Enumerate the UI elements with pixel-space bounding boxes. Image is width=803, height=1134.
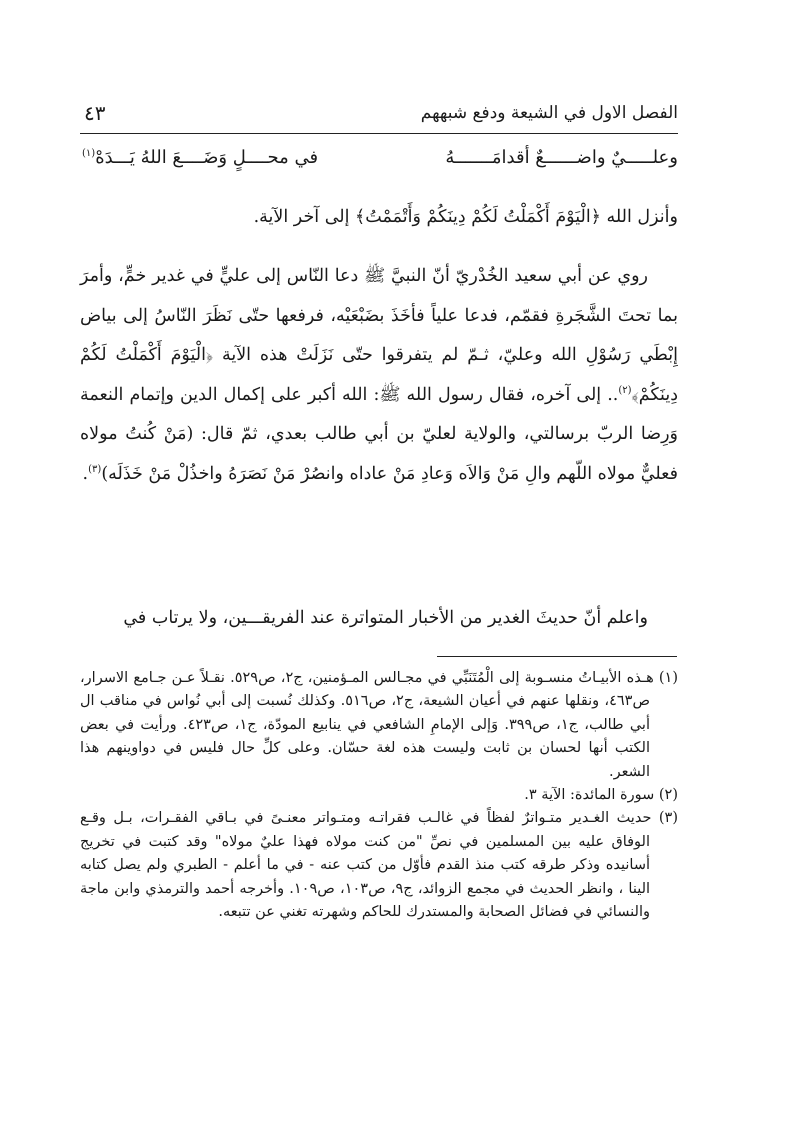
footnote-2: (٢) سورة المائدة: الآية ٣.: [524, 787, 678, 804]
verse-second-hemistich-text: في محــــلٍ وَضَــــعَ اللهُ يَـــدَهْ: [95, 147, 319, 168]
footnote-separator: [437, 656, 677, 657]
footnote-ref-3: (٣): [88, 463, 102, 475]
footnote-ref-1: (١): [82, 148, 96, 159]
final-paragraph-line: [80, 598, 678, 638]
footnote-ref-2: (٢): [618, 384, 632, 396]
verse-second-hemistich: [82, 143, 318, 173]
footnotes-section: [80, 667, 678, 924]
footnote-1: (١) هـذه الأبيـاتُ منسـوبة إلى الْمُتَنَبِّي في مجـالس المـؤمنين، ج٢، ص٥٢٩. نقـلاً عـن جـامع الاسرار، ص٤٦٣، ونقلها عنهم في أعيان الشيعة، ج٢، ص٥١٦. وكذلك نُسبت إلى أبي نُواس في مناقب ال أبي طالب، ج١، ص٣٩٩. وَإلى الإمامِ الشافعي في ينابيع المودّة، ج١، ص٤٢٣. ورأيت في بعض الكتب أنها لحسان بن ثابت وليست هذه لغة حسّان. وعلى كلِّ حال فليس في دواوينهم هذا الشعر.: [80, 670, 678, 780]
poem-verse: [82, 143, 678, 173]
running-header: [80, 103, 678, 134]
page-number: ٤٣: [84, 101, 106, 125]
footnote-3: (٣) حديث الغـدير متـواترٌ لفظاً في غالـب فقراتـه ومتـواتر معنـىً في بـاقي الفقـرات، بـل وقـع الوفاق عليه بين المسلمين في نصِّ "من كنت مولاه فهذا عليٌ مولاه" وقد كتبت في تخريج أسانيده وذكر طرقه كتب منذ القدم فأوّل من كتب عنه - في ما أعلم - الطبري ولم يصل كتابه الينا ، وانظر الحديث في مجمع الزوائد، ج٩، ص١٠٣، ص١٠٩. وأخرجه أحمد والترمذي وابن ماجة والنسائي في فضائل الصحابة والمستدرك للحاكم وشهرته تغني عن تتبعه.: [80, 810, 678, 921]
hadith-paragraph: روي عن أبي سعيد الخُدْريّ أنّ النبيَّ ﷺ دعا النّاس إلى عليٍّ في غدير خمٍّ، وأمرَ بما تحتَ الشَّجَرةِ فقمّم، فدعا علياً فأخَذَ بضَبْعَيْه، فرفعها حتّى نَظَرَ النّاسُ إلى بياض إِبْطَي رَسُوْلِ الله وعليّ، ثـمّ لم يتفرقوا حتّى نَزَلَتْ هذه الآية ﴿الْيَوْمَ أَكْمَلْتُ لَكُمْ دِينَكُمْ﴾$^{(٢)}$.. إلى آخره، فقال رسول الله ﷺ: الله أكبر على إكمال الدين وإتمام النعمة وَرِضا الربّ برسالتي، والولاية لعليّ بن أبي طالب بعدي، ثمّ قال: (مَنْ كُنتُ مولاه فعليٌّ مولاه اللّهم والِ مَنْ وَالاَه وَعادِ مَنْ عاداه وانصُرْ مَنْ نَصَرَهُ واخذُلْ مَنْ خَذَلَه)$^{(٣)}$.: [80, 266, 678, 484]
verse-first-hemistich: وعلـــــيٌ واضــــــعٌ أقدامَـــــــهُ: [445, 147, 678, 168]
hadith-text-part1: روي عن أبي سعيد الخُدْريّ أنّ النبيَّ ﷺ دعا النّاس إلى عليٍّ في غدير خمٍّ، وأمرَ بما تحتَ الشَّجَرةِ فقمّم، فدعا علياً فأخَذَ بضَبْعَيْه، فرفعها حتّى نَظَرَ النّاسُ إلى بياض إِبْطَي رَسُوْلِ الله وعليّ، ثـمّ لم يتفرقوا حتّى نَزَلَتْ هذه الآية ﴿الْيَوْمَ أَكْمَلْتُ لَكُمْ دِينَكُمْ﴾: [80, 266, 678, 405]
quran-verse-line: وأنزل الله ﴿الْيَوْمَ أَكْمَلْتُ لَكُمْ دِينَكُمْ وَأَتْمَمْتُ﴾ إلى آخر الآية.: [253, 207, 678, 227]
hadith-text-part2: .. إلى آخره، فقال رسول الله ﷺ: الله أكبر على إكمال الدين وإتمام النعمة وَرِضا الربّ برسالتي، والولاية لعليّ بن أبي طالب بعدي، ثمّ قال: (مَنْ كُنتُ مولاه فعليٌّ مولاه اللّهم والِ مَنْ وَالاَه وَعادِ مَنْ عاداه وانصُرْ مَنْ نَصَرَهُ واخذُلْ مَنْ خَذَلَه): [80, 384, 678, 484]
final-line-text: واعلم أنّ حديثَ الغدير من الأخبار المتواترة عند الفريقـــين، ولا يرتاب في: [123, 608, 648, 628]
chapter-title: الفصل الاول في الشيعة ودفع شبههم: [420, 103, 678, 123]
